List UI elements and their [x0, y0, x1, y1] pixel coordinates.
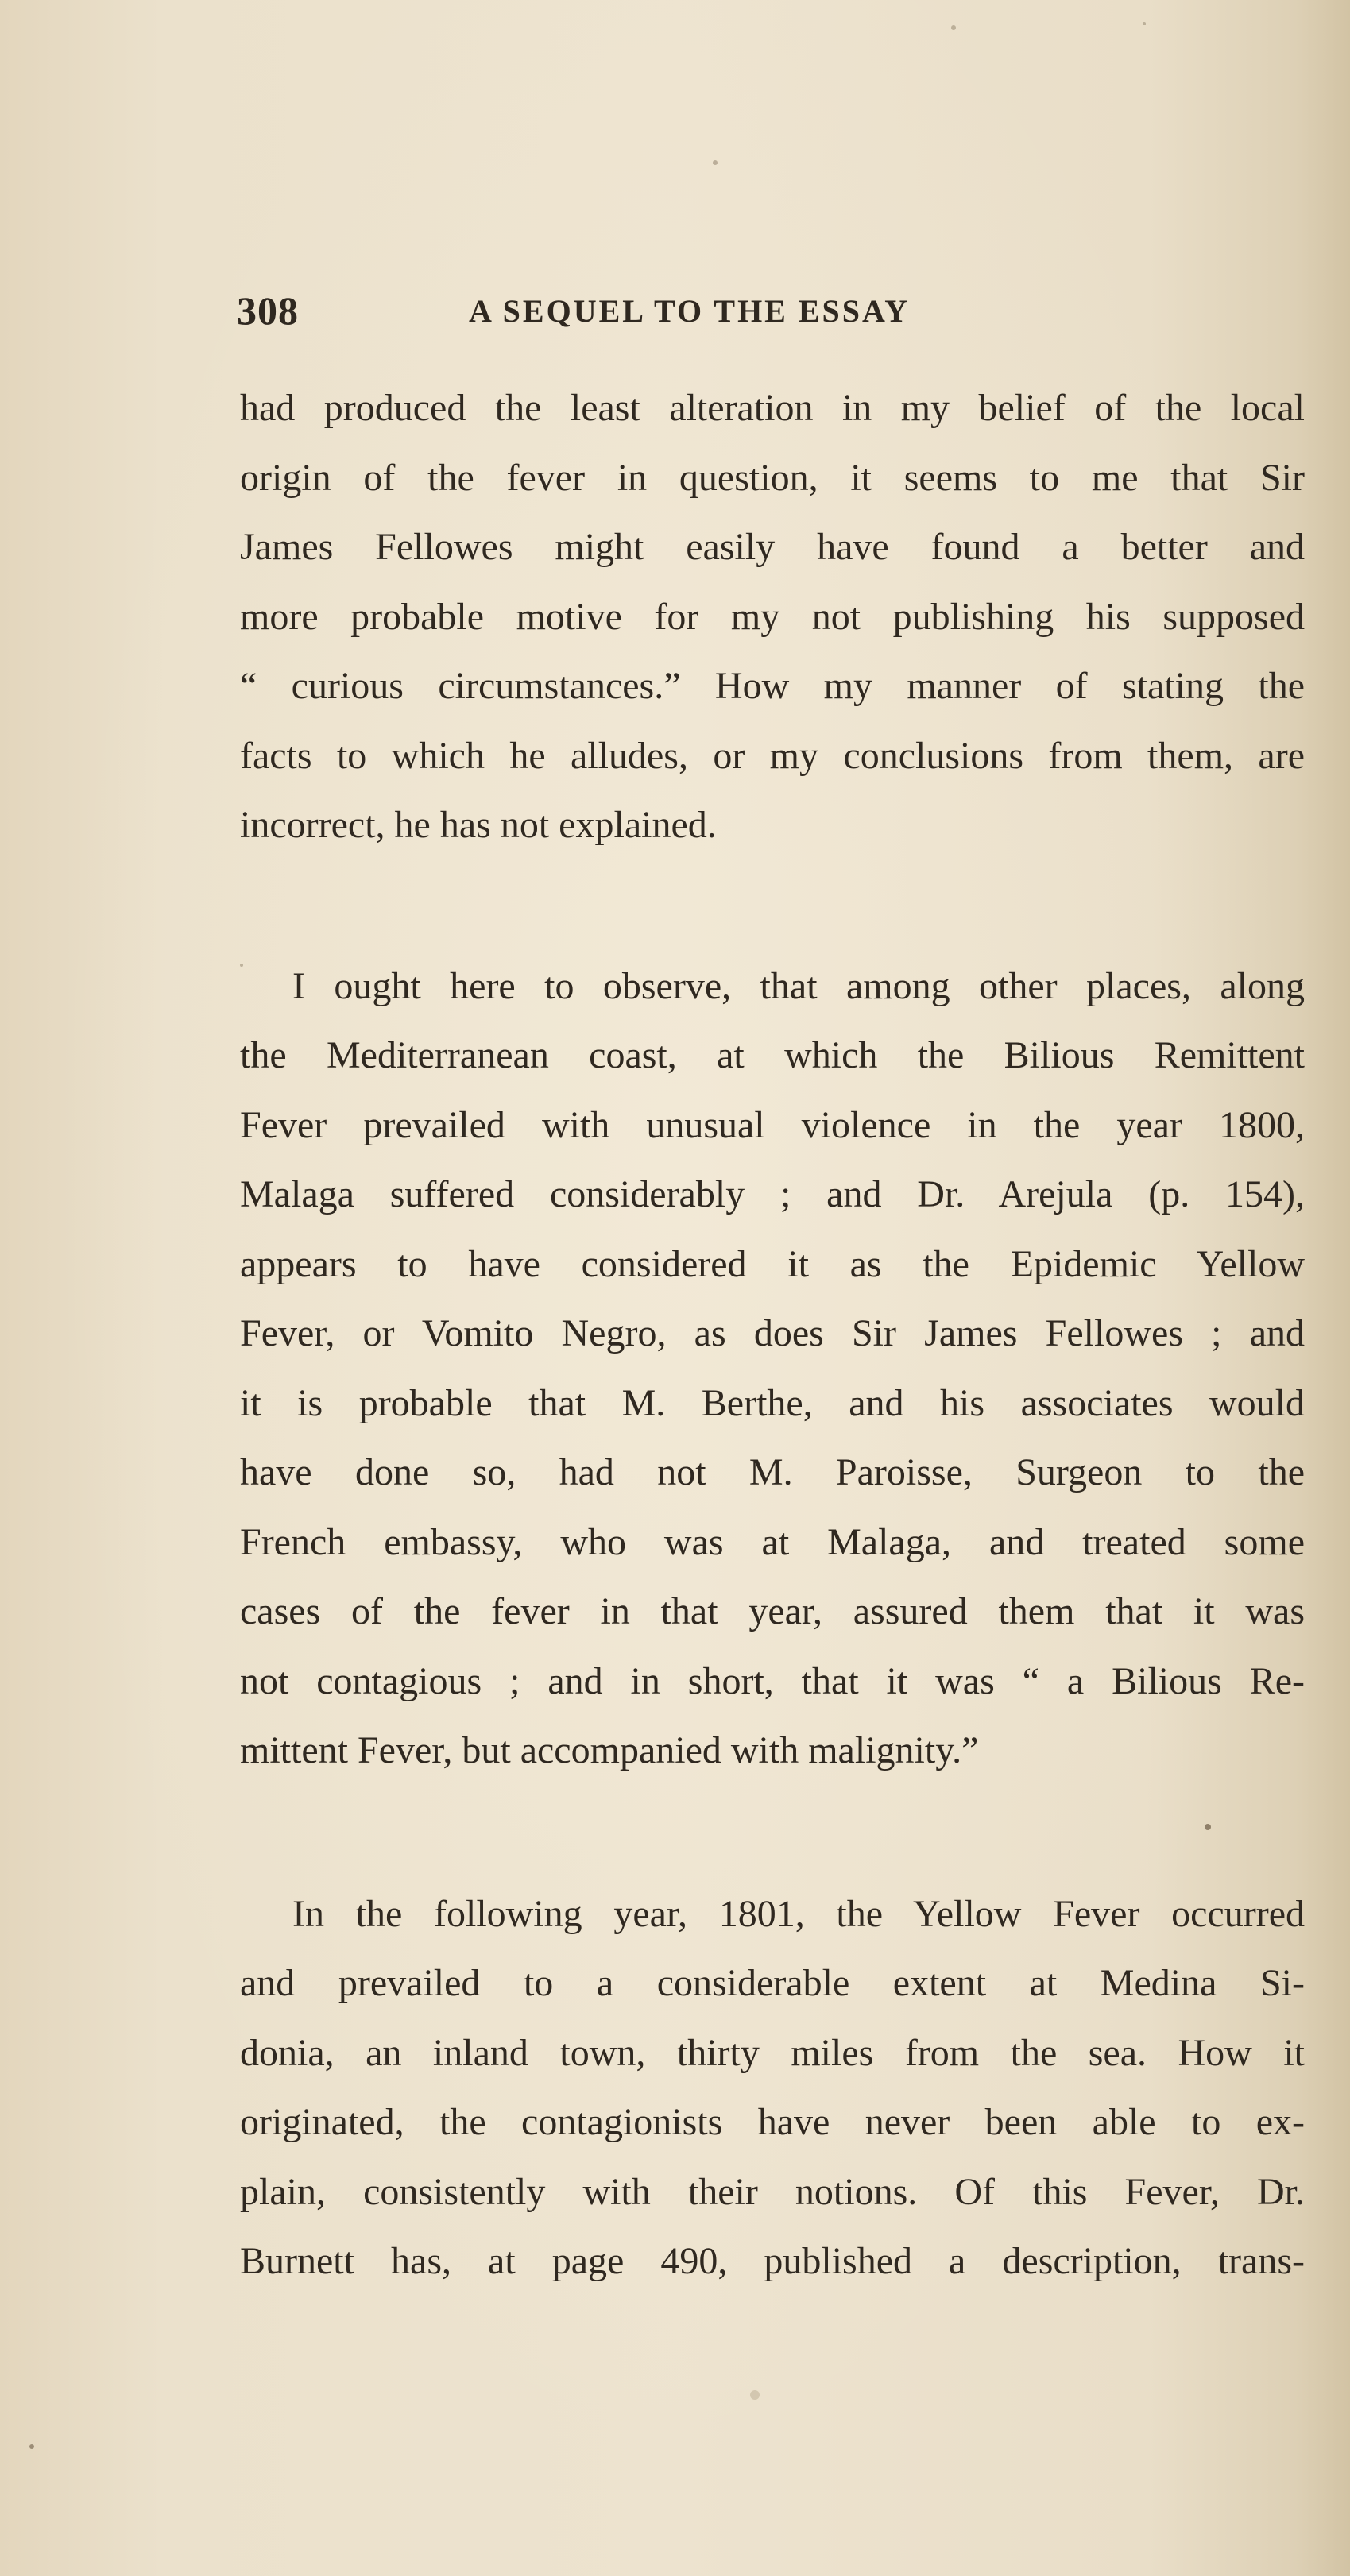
text-line: James Fellowes might easily have found a better and: [240, 526, 1305, 568]
paragraph-spacer: [240, 1786, 1305, 1879]
text-line: In the following year, 1801, the Yellow Fever occurred: [292, 1892, 1305, 1935]
text-line: and prevailed to a considerable extent at Medina Si-: [240, 1962, 1305, 2004]
text-line: French embassy, who was at Malaga, and treated some: [240, 1520, 1305, 1563]
text-line: Fever prevailed with unusual violence in the year 1800,: [240, 1103, 1305, 1146]
text-line: more probable motive for my not publishing his supposed: [240, 595, 1305, 638]
text-line: had produced the least alteration in my belief of the local: [240, 387, 1305, 429]
text-line: Malaga suffered considerably ; and Dr. Arejula (p. 154),: [240, 1173, 1305, 1215]
text-line: not contagious ; and in short, that it was “ a Bilious Re-: [240, 1659, 1305, 1702]
paragraph-spacer: [240, 860, 1305, 952]
text-line: originated, the contagionists have never been able to ex-: [240, 2101, 1305, 2143]
body-text: [240, 373, 1305, 2296]
text-line: Burnett has, at page 490, published a description, trans-: [240, 2240, 1305, 2282]
text-line: Fever, or Vomito Negro, as does Sir James Fellowes ; and: [240, 1312, 1305, 1354]
text-line: I ought here to observe, that among other places, along: [292, 964, 1305, 1007]
text-line: plain, consistently with their notions. Of this Fever, Dr.: [240, 2170, 1305, 2213]
text-line: “ curious circumstances.” How my manner of stating the: [240, 665, 1305, 707]
text-line: the Mediterranean coast, at which the Bilious Remittent: [240, 1034, 1305, 1076]
text-line: origin of the fever in question, it seems to me that Sir: [240, 456, 1305, 499]
paragraph-2: [240, 952, 1305, 1786]
paper-speck: [1143, 22, 1146, 25]
paper-speck: [750, 2390, 760, 2400]
page-header: [237, 288, 1333, 343]
text-line: cases of the fever in that year, assured them that it was: [240, 1590, 1305, 1632]
paragraph-3: [240, 1879, 1305, 2296]
text-line: facts to which he alludes, or my conclusions from them, are: [240, 734, 1305, 777]
text-line: appears to have considered it as the Epidemic Yellow: [240, 1242, 1305, 1285]
page-number: 308: [237, 288, 299, 333]
text-line: donia, an inland town, thirty miles from the sea. How it: [240, 2031, 1305, 2074]
paragraph-1: [240, 373, 1305, 860]
paper-speck: [29, 2444, 34, 2449]
running-head: A SEQUEL TO THE ESSAY: [469, 293, 911, 329]
text-line: mittent Fever, but accompanied with malignity.”: [240, 1729, 979, 1771]
text-line: incorrect, he has not explained.: [240, 804, 717, 846]
text-line: it is probable that M. Berthe, and his associates would: [240, 1381, 1305, 1424]
paper-speck: [713, 160, 718, 165]
text-line: have done so, had not M. Paroisse, Surgeon to the: [240, 1451, 1305, 1493]
paper-speck: [951, 25, 956, 30]
